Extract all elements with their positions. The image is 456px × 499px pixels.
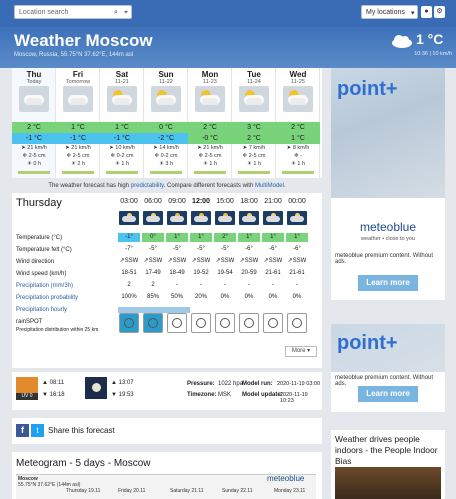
row-label[interactable]: Precipitation hourly xyxy=(16,307,68,313)
row-label[interactable]: Precipitation (mm/3h) xyxy=(16,283,74,289)
meteoblue-logo: meteoblue xyxy=(267,474,305,483)
moonrise-time: ▲ 13:07 xyxy=(111,380,134,386)
max-temperature: 2 °C xyxy=(12,122,56,133)
hourly-detail xyxy=(12,193,322,368)
precip-value: - xyxy=(300,153,302,159)
hour-label: 06:00 xyxy=(144,198,162,205)
day-date: 11-24 xyxy=(247,79,261,85)
multimodel-link[interactable]: MultiModel xyxy=(254,183,284,189)
day-name: Thu xyxy=(26,70,42,79)
row-label: Temperature (°C) xyxy=(16,235,63,241)
min-temperature: -2 °C xyxy=(144,133,188,144)
rainspot-icon[interactable] xyxy=(119,313,139,333)
meteogram-day-label: Friday 20.11 xyxy=(118,488,146,494)
felt-cell: -5° xyxy=(149,246,157,252)
sunshine: ☀ 1 h xyxy=(246,161,262,167)
max-temperature: 3 °C xyxy=(232,122,276,133)
page-title: Weather Moscow xyxy=(14,31,153,50)
temperature-cell: 0° xyxy=(142,233,164,242)
precip-cell: - xyxy=(176,282,178,288)
min-temperature: -0 °C xyxy=(188,133,232,144)
sunset-value: 16:18 xyxy=(49,392,65,398)
precip-value: 0-2 cm xyxy=(116,153,134,159)
ad-tagline: weather • close to you xyxy=(361,236,415,242)
sun-value: 1 h xyxy=(209,161,218,167)
wind-speed: ➤ 14 km/h xyxy=(153,145,179,151)
day-column-sat[interactable] xyxy=(100,68,144,178)
weather-icon xyxy=(151,86,181,112)
search-placeholder: Location search xyxy=(19,9,69,16)
wind-dir-cell: ↗SSW xyxy=(191,258,211,264)
note-text-2: . Compare different forecasts with xyxy=(163,183,255,189)
probability-cell: 0% xyxy=(244,294,254,300)
settings-icon[interactable]: ⚙ xyxy=(434,6,445,18)
wind-dir-cell: ↗SSW xyxy=(143,258,163,264)
felt-cell: -7° xyxy=(125,246,133,252)
temperature-cell: -1° xyxy=(118,233,140,242)
model-update-value: 2020-11-19 10:23 xyxy=(280,392,308,404)
sunshine: ☀ 2 h xyxy=(70,161,86,167)
twitter-icon[interactable]: t xyxy=(31,424,44,437)
wind-dir-cell: ↗SSW xyxy=(119,258,139,264)
user-icon[interactable]: ● xyxy=(421,6,432,18)
weather-icon xyxy=(239,86,269,112)
rainspot-icon[interactable] xyxy=(263,313,283,333)
more-button[interactable]: More ▾ xyxy=(285,346,317,357)
min-temperature: -1 °C xyxy=(100,133,144,144)
day-date: Tomorrow xyxy=(65,79,91,85)
uv-badge: UV 0 xyxy=(16,393,38,400)
precip-cell: - xyxy=(224,282,226,288)
max-temperature: 0 °C xyxy=(144,122,188,133)
wind-value: 21 km/h xyxy=(27,145,47,151)
probability-cell: 50% xyxy=(170,294,183,300)
hour-label: 09:00 xyxy=(168,198,186,205)
predictability-strip xyxy=(106,171,138,174)
hourly-weather-icon xyxy=(239,211,259,225)
moonrise-value: 13:07 xyxy=(118,380,134,386)
probability-cell: 20% xyxy=(194,294,207,300)
ad-premium-text-2: meteoblue premium content. Without ads. xyxy=(335,375,434,387)
precip-cell: - xyxy=(248,282,250,288)
moonset-value: 19:53 xyxy=(118,392,134,398)
probability-cell: 0% xyxy=(292,294,302,300)
day-column-wed[interactable] xyxy=(276,68,320,178)
pressure-value: 1022 hpa xyxy=(218,381,244,387)
search-input[interactable] xyxy=(14,5,132,19)
temperature-cell: 1° xyxy=(262,233,284,242)
precip-cell: - xyxy=(272,282,274,288)
wind-dir-cell: ↗SSW xyxy=(167,258,187,264)
facebook-icon[interactable]: f xyxy=(16,424,29,437)
day-date: 11-22 xyxy=(159,79,173,85)
sun-value: 1 h xyxy=(297,161,306,167)
precip-value: 2-5 cm xyxy=(28,153,46,159)
precipitation: ❄ 0-2 cm xyxy=(110,153,134,159)
meteogram-coords: 55.75°N 37.62°E (144m asl) xyxy=(18,482,81,488)
wind-speed-cell: 17-49 xyxy=(145,270,161,276)
chevron-down-icon: ▾ xyxy=(411,10,415,17)
search-icon[interactable]: ⌕ xyxy=(114,9,118,16)
wind-speed: ➤ 21 km/h xyxy=(21,145,47,151)
wind-speed-cell: 21-61 xyxy=(265,270,281,276)
felt-cell: -6° xyxy=(293,246,301,252)
share-text: Share this forecast xyxy=(48,426,115,435)
precip-cell: - xyxy=(296,282,298,288)
day-name: Sat xyxy=(115,70,129,79)
precipitation: ❄ 2-5 cm xyxy=(66,153,90,159)
wind-speed-cell: 18-51 xyxy=(121,270,137,276)
row-label: Wind speed (km/h) xyxy=(16,271,67,277)
wind-speed: ➤ 8 km/h xyxy=(286,145,310,151)
rainspot-icon[interactable] xyxy=(191,313,211,333)
min-temperature: 1 °C xyxy=(276,133,320,144)
wind-value: 8 km/h xyxy=(292,145,310,151)
precipitation: ❄ 2-5 cm xyxy=(198,153,222,159)
wind-value: 21 km/h xyxy=(203,145,223,151)
my-locations-select[interactable] xyxy=(361,5,418,19)
predictability-strip xyxy=(194,171,226,174)
sun-value: 3 h xyxy=(165,161,174,167)
day-column-thu[interactable] xyxy=(12,68,56,178)
temperature-cell: 1° xyxy=(286,233,308,242)
rainspot-icon[interactable] xyxy=(287,313,307,333)
moon-icon xyxy=(85,377,107,399)
felt-cell: -5° xyxy=(221,246,229,252)
predictability-strip xyxy=(282,171,314,174)
precip-value: 2-5 cm xyxy=(72,153,90,159)
precip-value: 0-2 cm xyxy=(160,153,178,159)
weather-icon xyxy=(195,86,225,112)
probability-cell: 0% xyxy=(220,294,230,300)
felt-cell: -6° xyxy=(245,246,253,252)
felt-cell: -6° xyxy=(269,246,277,252)
weather-icon xyxy=(63,86,93,112)
day-date: 11-23 xyxy=(203,79,217,85)
model-run-label: Model run: xyxy=(242,381,273,387)
wind-speed-cell: 21-61 xyxy=(289,270,305,276)
weather-icon xyxy=(107,86,137,112)
day-name: Mon xyxy=(201,70,219,79)
probability-cell: 0% xyxy=(268,294,278,300)
sun-value: 2 h xyxy=(77,161,86,167)
hourly-weather-icon xyxy=(263,211,283,225)
sun-value: 0 h xyxy=(33,161,42,167)
hour-label: 18:00 xyxy=(240,198,258,205)
note-text: The weather forecast has high xyxy=(48,183,131,189)
article-image xyxy=(335,467,441,499)
my-locations-label: My locations xyxy=(366,9,405,16)
precip-cell: - xyxy=(200,282,202,288)
wind-dir-cell: ↗SSW xyxy=(287,258,307,264)
wind-speed-cell: 20-59 xyxy=(241,270,257,276)
rainspot-icon[interactable] xyxy=(239,313,259,333)
wind-value: 21 km/h xyxy=(71,145,91,151)
hourly-weather-icon xyxy=(215,211,235,225)
wind-speed-cell: 19-52 xyxy=(193,270,209,276)
rainspot-icon[interactable] xyxy=(143,313,163,333)
wind-speed-cell: 18-49 xyxy=(169,270,185,276)
day-column-fri[interactable] xyxy=(56,68,100,178)
row-label: rainSPOT xyxy=(16,319,43,325)
sun-moon-panel xyxy=(12,372,322,410)
day-column-mon[interactable] xyxy=(188,68,232,178)
row-label: Wind direction xyxy=(16,259,55,265)
min-temperature: 2 °C xyxy=(232,133,276,144)
wind-value: 14 km/h xyxy=(159,145,179,151)
predictability-strip xyxy=(150,171,182,174)
hour-label: 12:00 xyxy=(192,198,210,205)
wind-speed: ➤ 10 km/h xyxy=(109,145,135,151)
precipitation: ❄ 2-5 cm xyxy=(242,153,266,159)
sunshine: ☀ 3 h xyxy=(158,161,174,167)
min-temperature: -1 °C xyxy=(56,133,100,144)
hour-label: 21:00 xyxy=(264,198,282,205)
learn-more-button[interactable]: Learn more xyxy=(358,275,418,291)
day-name: Fri xyxy=(72,70,84,79)
temperature-cell: 1° xyxy=(166,233,188,242)
precip-value: 2-5 cm xyxy=(248,153,266,159)
sunset-time: ▼ 16:18 xyxy=(42,392,65,398)
share-bar xyxy=(12,418,322,444)
rainspot-icon[interactable] xyxy=(215,313,235,333)
ad-premium-text: meteoblue premium content. Without ads. xyxy=(335,253,434,265)
hour-label: 15:00 xyxy=(216,198,234,205)
temperature-cell: 1° xyxy=(238,233,260,242)
max-temperature: 1 °C xyxy=(100,122,144,133)
timezone-label: Timezone: xyxy=(187,392,217,398)
day-date: 11-21 xyxy=(115,79,129,85)
location-subtitle: Moscow, Russia, 55.75°N 37.62°E, 144m asl xyxy=(14,52,134,58)
weather-icon xyxy=(19,86,49,112)
day-column-tue[interactable] xyxy=(232,68,276,178)
day-name: Sun xyxy=(158,70,174,79)
temperature-cell: 1° xyxy=(190,233,212,242)
model-run-value: 2020-11-19 03:00 xyxy=(277,381,321,387)
rainspot-icon[interactable] xyxy=(167,313,187,333)
day-date: 11-25 xyxy=(291,79,305,85)
day-name: Tue xyxy=(247,70,261,79)
precipitation: ❄ - xyxy=(294,153,302,159)
max-temperature: 2 °C xyxy=(276,122,320,133)
wind-speed: ➤ 21 km/h xyxy=(197,145,223,151)
row-label[interactable]: Precipitation probability xyxy=(16,295,79,301)
hour-label: 03:00 xyxy=(120,198,138,205)
probability-cell: 100% xyxy=(121,294,137,300)
probability-cell: 85% xyxy=(146,294,159,300)
note-text-3: . xyxy=(283,183,286,189)
pressure-label: Pressure: xyxy=(187,381,215,387)
precip-cell: 2 xyxy=(151,282,155,288)
felt-cell: -5° xyxy=(197,246,205,252)
cloud-icon xyxy=(391,34,413,48)
model-update-label: Model update: xyxy=(242,392,283,398)
seven-day-forecast xyxy=(12,68,322,178)
hourly-weather-icon xyxy=(143,211,163,225)
predictability-strip xyxy=(62,171,94,174)
timezone-value: MSK xyxy=(218,392,232,398)
hourly-weather-icon xyxy=(167,211,187,225)
location-pin-icon[interactable]: ⌖ xyxy=(124,9,128,16)
moonset-time: ▼ 19:53 xyxy=(111,392,134,398)
detail-day-title: Thursday xyxy=(16,197,62,209)
sunrise-time: ▲ 08:11 xyxy=(42,380,65,386)
learn-more-button-2[interactable]: Learn more xyxy=(358,386,418,402)
sunshine: ☀ 1 h xyxy=(114,161,130,167)
current-time-wind: 10:36 | 10 km/h xyxy=(414,51,452,57)
felt-cell: -5° xyxy=(173,246,181,252)
max-temperature: 2 °C xyxy=(188,122,232,133)
current-temperature: 1 °C xyxy=(416,31,444,47)
sunshine: ☀ 1 h xyxy=(290,161,306,167)
temperature-cell: 2° xyxy=(214,233,236,242)
min-temperature: -1 °C xyxy=(12,133,56,144)
wind-dir-cell: ↗SSW xyxy=(239,258,259,264)
precip-cell: 2 xyxy=(127,282,131,288)
hourly-weather-icon xyxy=(191,211,211,225)
wind-speed-cell: 19-54 xyxy=(217,270,233,276)
weather-icon xyxy=(283,86,313,112)
wind-dir-cell: ↗SSW xyxy=(263,258,283,264)
predictability-strip xyxy=(238,171,270,174)
meteogram-panel xyxy=(12,452,322,499)
top-bar xyxy=(0,0,456,27)
meteogram-day-label: Monday 23.11 xyxy=(274,488,306,494)
wind-speed: ➤ 21 km/h xyxy=(65,145,91,151)
precipitation: ❄ 2-5 cm xyxy=(22,153,46,159)
more-label: More xyxy=(291,348,306,354)
row-label: Temperature felt (°C) xyxy=(16,247,72,253)
meteoblue-brand: meteoblue xyxy=(359,220,417,234)
hourly-weather-icon xyxy=(287,211,307,225)
sun-value: 1 h xyxy=(253,161,262,167)
row-label: Precipitation distribution within 25 km xyxy=(16,327,99,333)
day-column-sun[interactable] xyxy=(144,68,188,178)
meteogram-place: Moscow xyxy=(18,476,38,482)
max-temperature: 1 °C xyxy=(56,122,100,133)
hour-label: 00:00 xyxy=(288,198,306,205)
precip-value: 2-5 cm xyxy=(204,153,222,159)
day-name: Wed xyxy=(289,70,307,79)
meteogram-day-label: Sunday 22.11 xyxy=(222,488,253,494)
meteogram-day-label: Saturday 21.11 xyxy=(170,488,204,494)
article-teaser[interactable] xyxy=(331,430,445,499)
wind-dir-cell: ↗SSW xyxy=(215,258,235,264)
point-plus-logo: point+ xyxy=(337,78,398,100)
meteogram-title: Meteogram - 5 days - Moscow xyxy=(16,458,151,469)
sunrise-value: 08:11 xyxy=(49,380,65,386)
predictability-link[interactable]: predictability xyxy=(130,183,164,189)
ad-banner-1[interactable] xyxy=(331,68,445,300)
ad-banner-2[interactable] xyxy=(331,324,445,412)
sunshine: ☀ 1 h xyxy=(202,161,218,167)
sunshine: ☀ 0 h xyxy=(26,161,42,167)
predictability-strip xyxy=(18,171,50,174)
wind-value: 7 km/h xyxy=(248,145,266,151)
day-date: Today xyxy=(26,79,42,85)
article-title[interactable]: Weather drives people indoors - the People Indoor Bias xyxy=(335,434,438,466)
wind-value: 10 km/h xyxy=(115,145,135,151)
wind-speed: ➤ 7 km/h xyxy=(242,145,266,151)
page-header xyxy=(0,27,456,68)
meteogram-day-label: Thursday 19.11 xyxy=(66,488,101,494)
precipitation: ❄ 0-2 cm xyxy=(154,153,178,159)
predictability-note xyxy=(12,183,322,189)
hourly-weather-icon xyxy=(119,211,139,225)
point-plus-logo-2: point+ xyxy=(337,332,398,354)
sun-value: 1 h xyxy=(121,161,130,167)
